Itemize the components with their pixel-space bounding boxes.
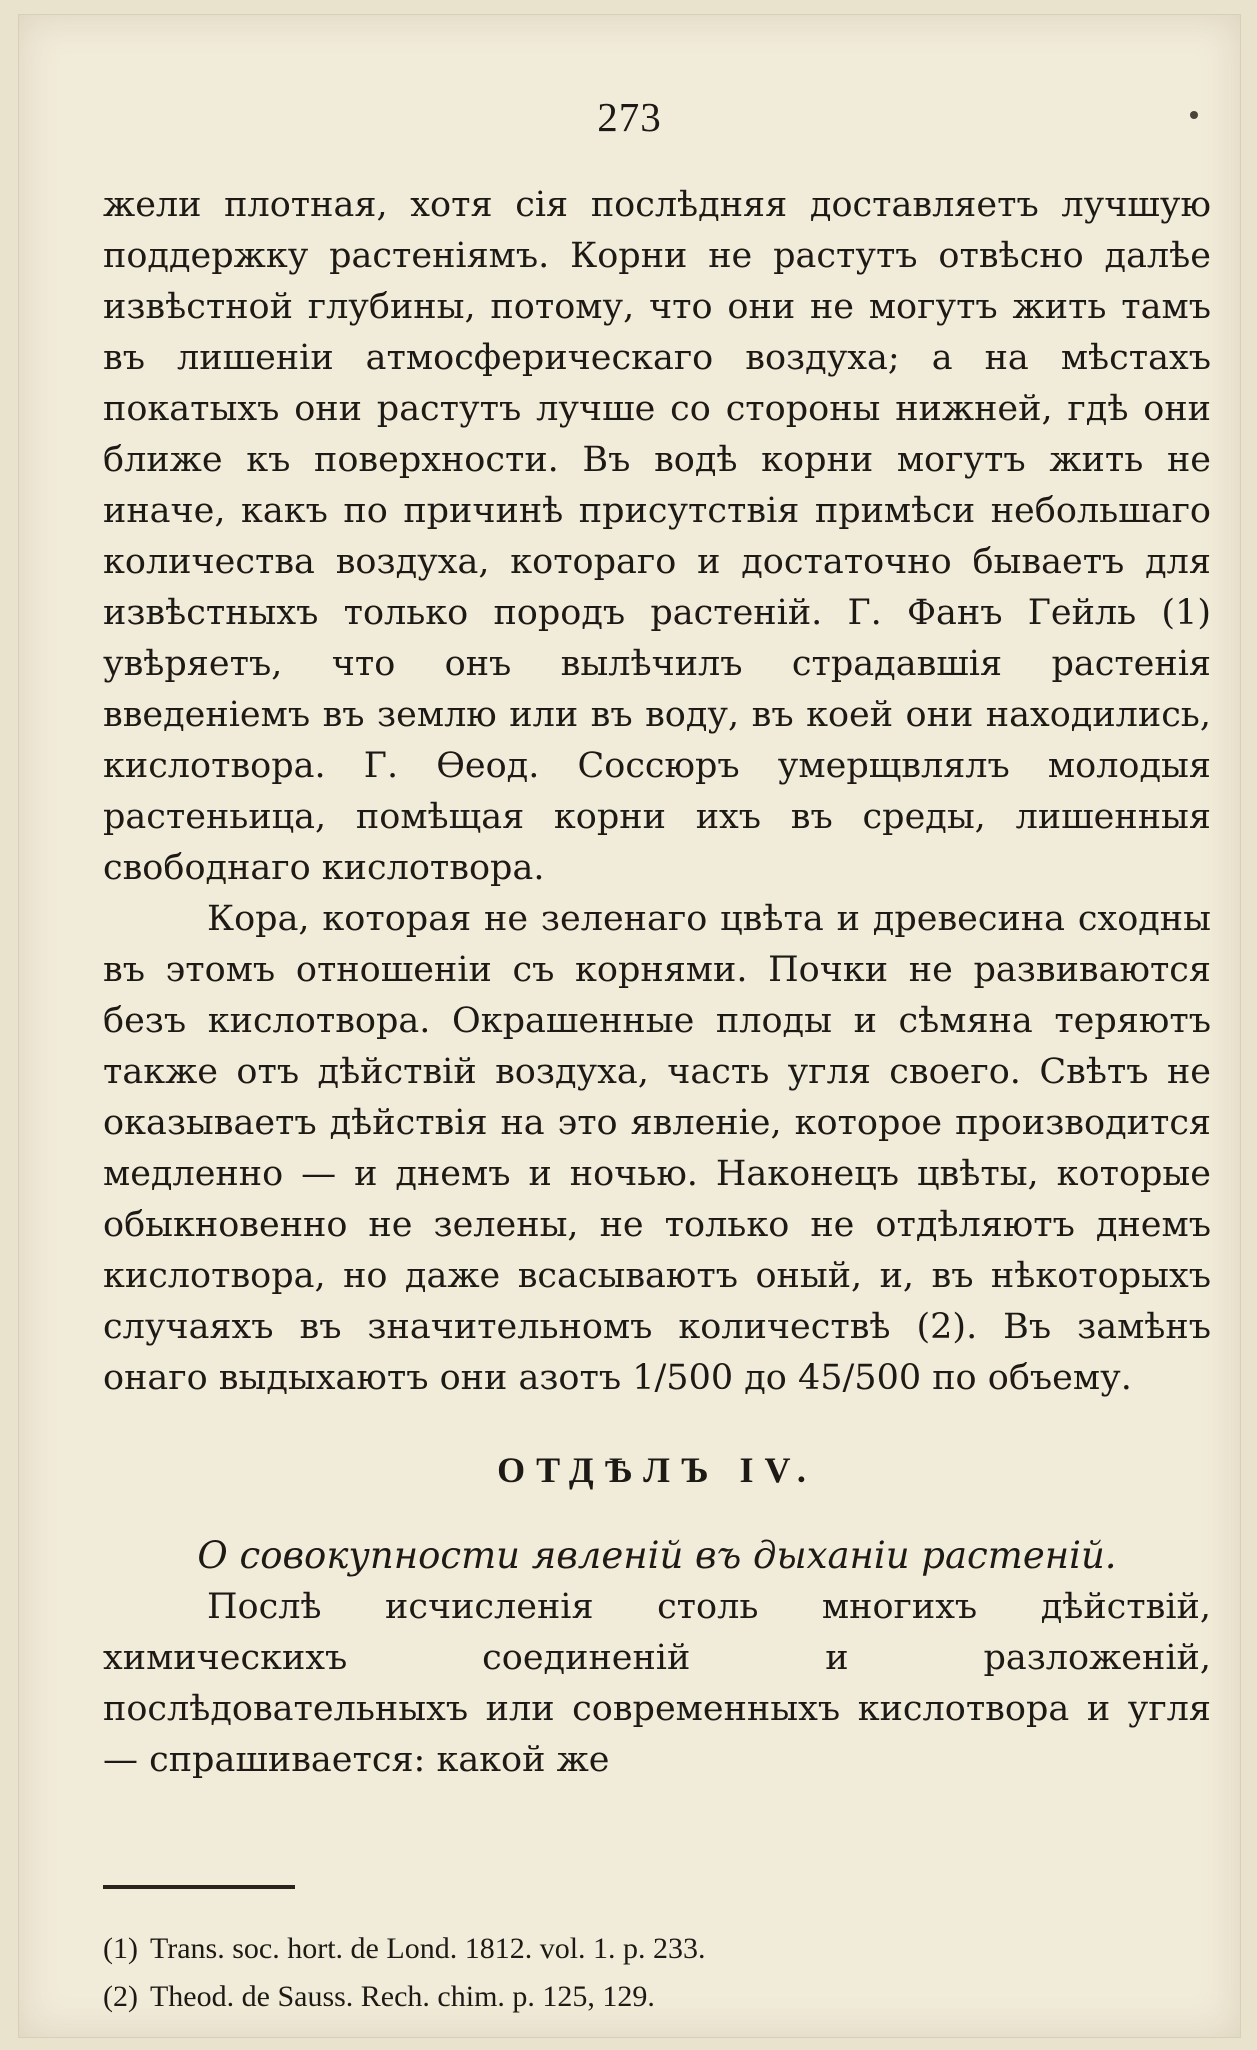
book-page xyxy=(18,14,1241,2038)
footnote-2 xyxy=(103,1973,1203,2021)
footnotes xyxy=(103,1925,1203,2021)
section-title: ОТДѢЛЪ IV. xyxy=(497,1450,817,1490)
footnote-divider xyxy=(103,1885,295,1889)
footnote-1-mark: (1) xyxy=(103,1932,138,1965)
section-subtitle: О совокупности явленій въ дыханіи растеній. xyxy=(197,1534,1117,1577)
footnote-2-text: Theod. de Sauss. Rech. chim. p. 125, 129. xyxy=(149,1980,655,2013)
paragraph-2: Кора, которая не зеленаго цвѣта и древесина сходны въ этомъ отношеніи съ корнями. Почки не развиваются безъ кислотвора. Окрашенные плоды и сѣмяна теряютъ также отъ дѣйствій воздуха, часть угля своего. Свѣтъ не оказываетъ дѣйствія на это явленіе, которое производится медленно — и днемъ и ночью. Наконецъ цвѣты, которые обыкновенно не зелены, не только не отдѣляютъ днемъ кислотвора, но даже всасываютъ оный, и, въ нѣкоторыхъ случаяхъ въ значительномъ количествѣ (2). Въ замѣнъ онаго выдыхаютъ они азотъ 1/500 до 45/500 по объему. xyxy=(103,899,1211,1398)
footnote-1-text: Trans. soc. hort. de Lond. 1812. vol. 1. p. 233. xyxy=(149,1932,706,1965)
ink-spot xyxy=(1190,111,1198,119)
footnote-2-mark: (2) xyxy=(103,1980,138,2013)
footnote-1 xyxy=(103,1925,1203,1973)
paragraph-3: Послѣ исчисленія столь многихъ дѣйствій, химическихъ соединеній и разложеній, послѣдовательныхъ или современныхъ кислотвора и угля — спрашивается: какой же xyxy=(103,1587,1211,1780)
paragraph-1: жели плотная, хотя сія послѣдняя доставляетъ лучшую поддержку растеніямъ. Корни не растутъ отвѣсно далѣе извѣстной глубины, потому, что они не могутъ жить тамъ въ лишеніи атмосферическаго воздуха; а на мѣстахъ покатыхъ они растутъ лучше со стороны нижней, гдѣ они ближе къ поверхности. Въ водѣ корни могутъ жить не иначе, какъ по причинѣ присутствія примѣси небольшаго количества воздуха, котораго и достаточно бываетъ для извѣстныхъ только породъ растеній. Г. Фанъ Гейль (1) увѣряетъ, что онъ вылѣчилъ страдавшія растенія введеніемъ въ землю или въ воду, въ коей они находились, кислотвора. Г. Ѳеод. Соссюръ умерщвлялъ молодыя растеньица, помѣщая корни ихъ въ среды, лишенныя свободнаго кислотвора. xyxy=(103,185,1211,888)
page-body xyxy=(103,180,1211,1786)
page-number: 273 xyxy=(597,94,662,140)
